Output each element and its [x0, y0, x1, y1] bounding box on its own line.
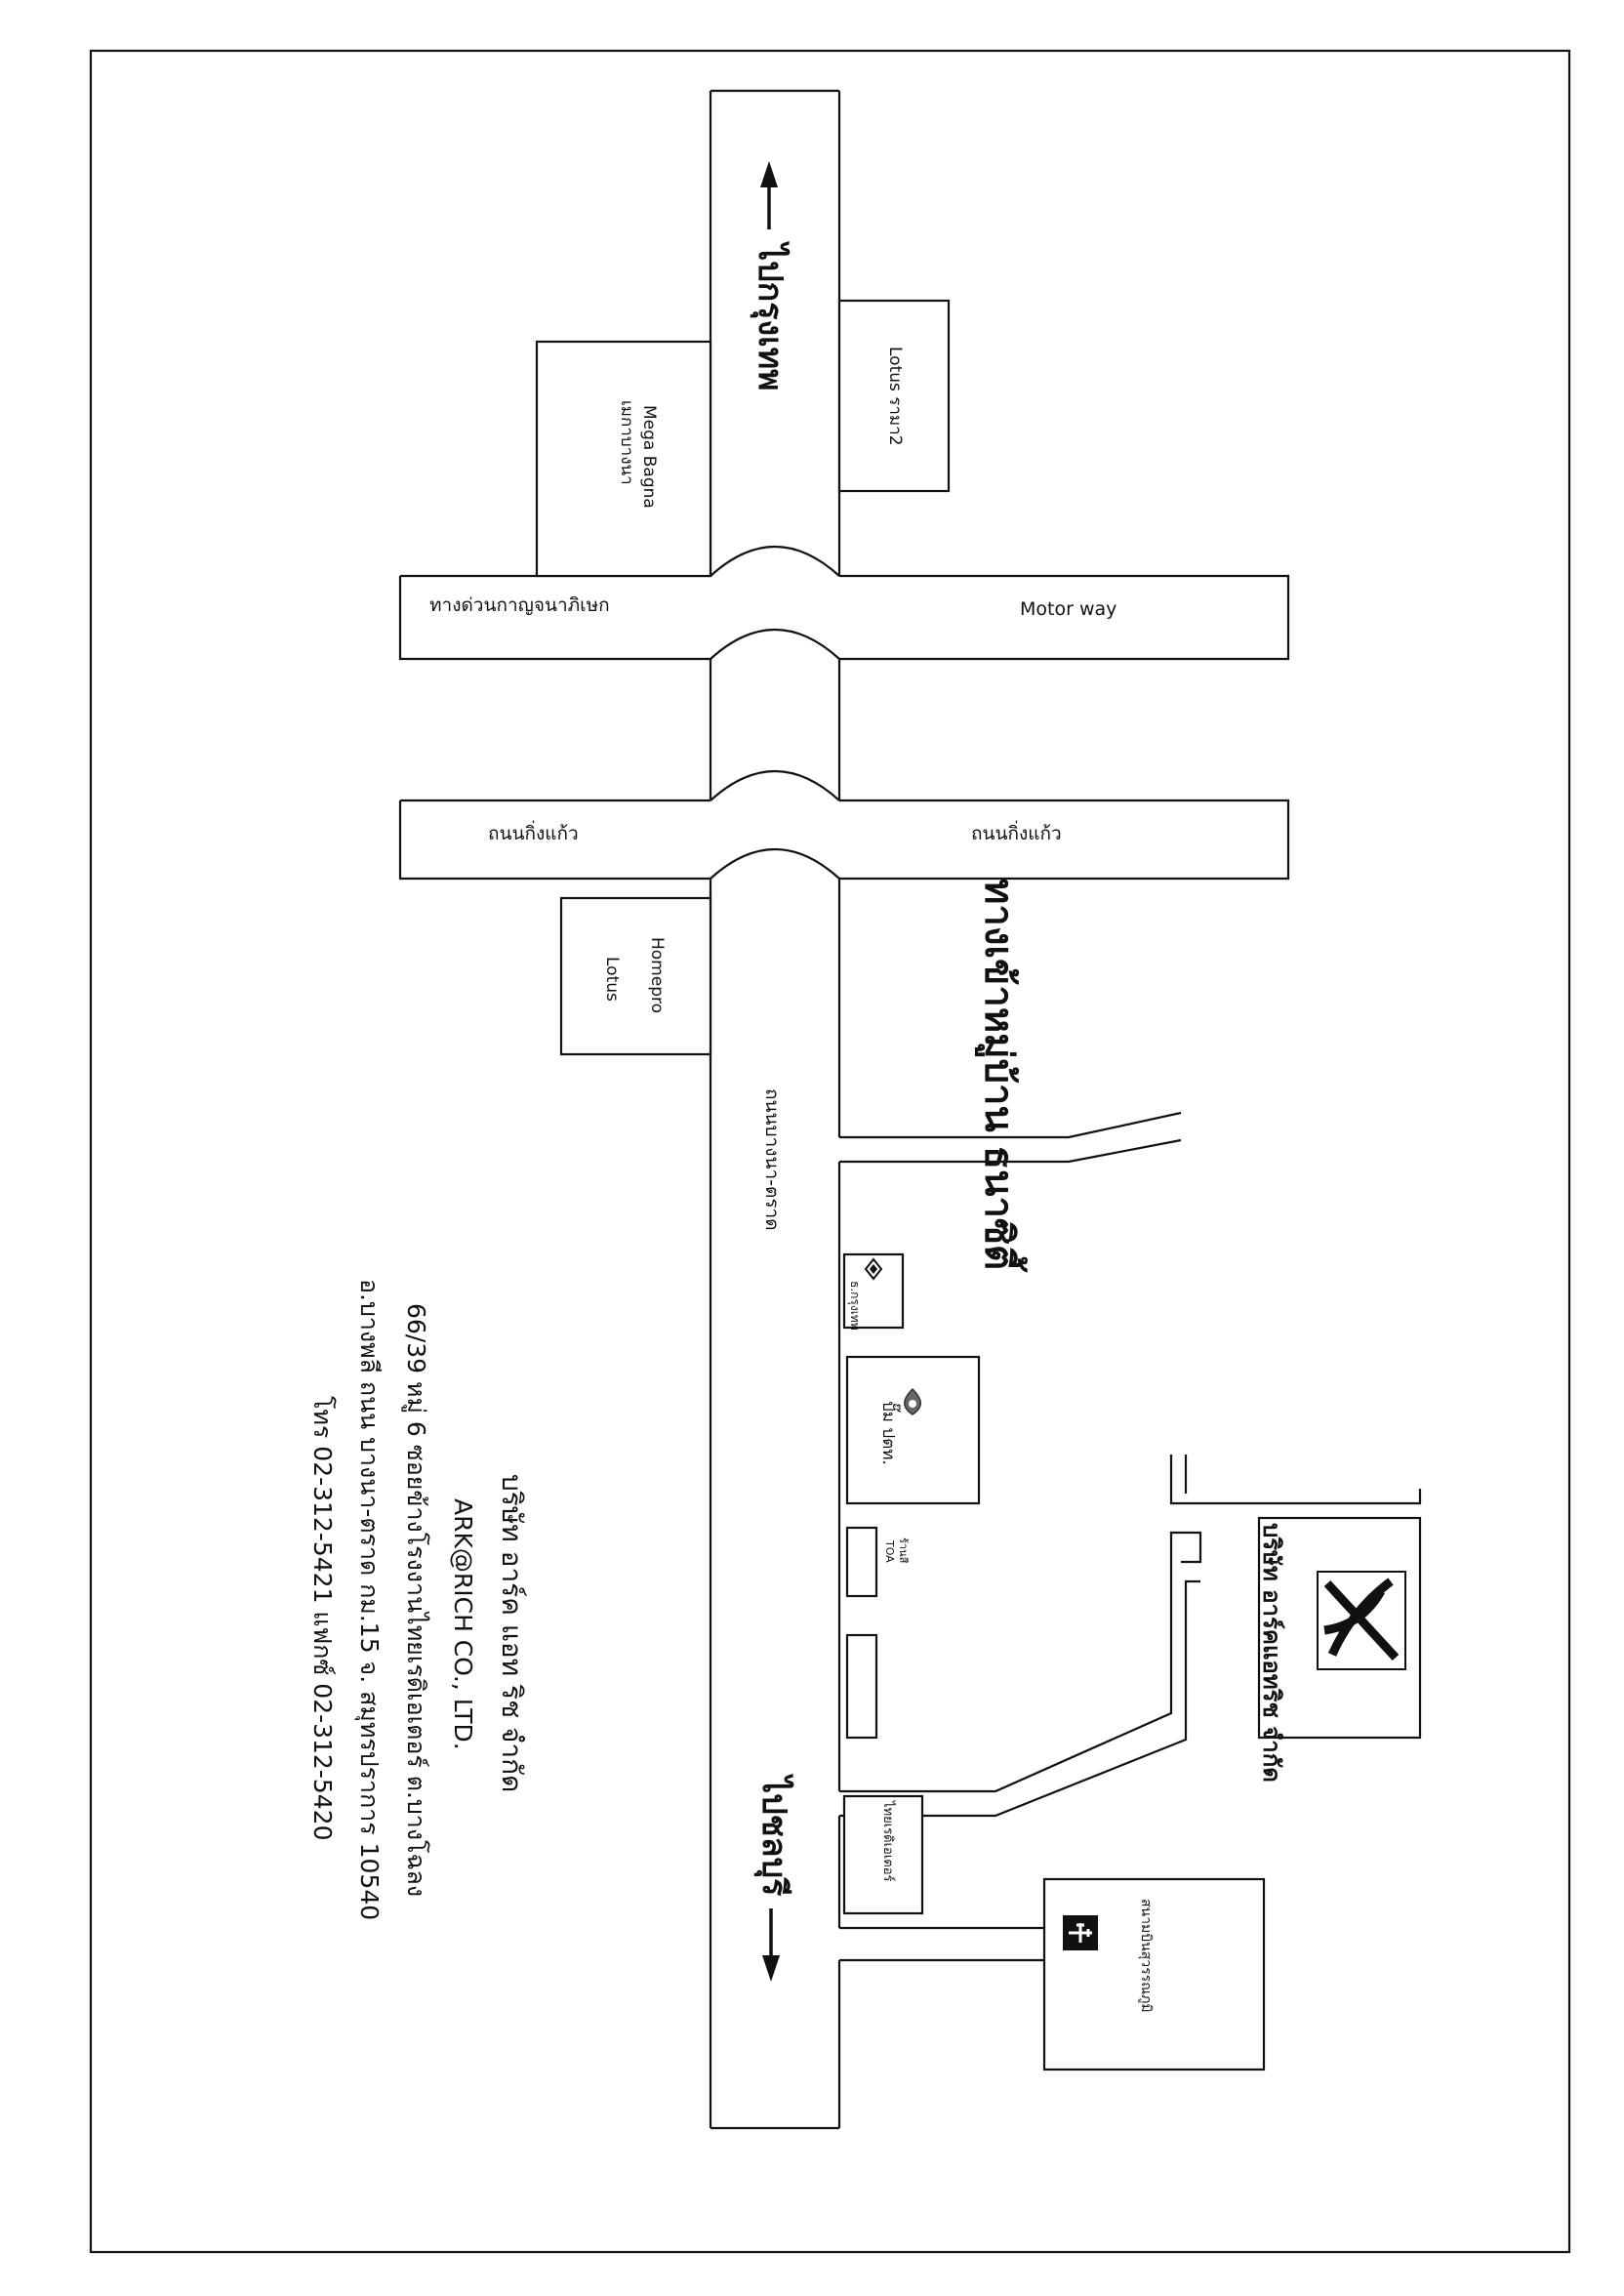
toa-shop-box	[847, 1528, 876, 1596]
address-line-1: 66/39 หมู่ 6 ซอยข้างโรงงานไทยเรดิเอเตอร์ ต.บางโฉลง	[402, 1303, 430, 1898]
airplane-icon	[1063, 1915, 1098, 1950]
toa-shop-label-2: TOA	[883, 1540, 896, 1563]
lotus-rama2-label: Lotus รามา2	[885, 347, 905, 446]
motorway-en-label: Motor way	[1020, 598, 1117, 620]
motorway-thai-label: ทางด่วนกาญจนาภิเษก	[429, 594, 610, 616]
bangkok-bank-label: ธ.กรุงเทพ	[848, 1281, 862, 1331]
company-sign-label: บริษัท อาร์คแอทริช จำกัด	[1258, 1523, 1285, 1783]
main-road-label: ถนนบางนา-ตราด	[761, 1088, 783, 1231]
address-line-3: โทร 02-312-5421 แฟกซ์ 02-312-5420	[308, 1396, 337, 1841]
lotus-label: Lotus	[602, 957, 622, 1002]
arrow-down-icon	[762, 1908, 780, 1982]
to-bangkok-label: ไปกรุงเทพ	[751, 244, 790, 391]
mega-bangna-en-label: Mega Bagna	[639, 405, 659, 509]
address-company-en: ARK@RICH CO., LTD.	[449, 1498, 477, 1750]
mega-bangna-th-label: เมกาบางนา	[617, 400, 636, 485]
arkrich-logo-icon	[1318, 1572, 1405, 1669]
airport-road	[839, 1928, 1044, 1960]
toa-shop-label-1: ร้านสี	[897, 1538, 910, 1564]
homepro-lotus-box	[561, 898, 710, 1054]
ptt-station-label: ปั๊ม ปตท.	[878, 1401, 898, 1465]
shop-box-2	[847, 1635, 876, 1738]
kingkaew-left-label: ถนนกิ่งแก้ว	[488, 823, 579, 844]
homepro-label: Homepro	[647, 937, 667, 1014]
village-entrance-label: ทางเข้าหมู่บ้าน ธนาซิตี้	[976, 879, 1021, 1271]
page-frame	[91, 51, 1569, 2252]
kingkaew-right-label: ถนนกิ่งแก้ว	[971, 823, 1062, 844]
ptt-station-box	[847, 1357, 979, 1503]
airport-label: สนามบินสุวรรณภูมิ	[1138, 1899, 1154, 2013]
address-company-th: บริษัท อาร์ค แอท ริช จำกัด	[496, 1474, 528, 1793]
to-chonburi-label: ไปชลบุรี	[754, 1777, 793, 1897]
thai-factory-label: ไทยเรดิเอเตอร์	[880, 1801, 895, 1882]
address-line-2: อ.บางพลี ถนน บางนา-ตราด กม.15 จ. สมุทรปราการ 10540	[355, 1279, 384, 1921]
arrow-up-icon	[760, 161, 778, 229]
